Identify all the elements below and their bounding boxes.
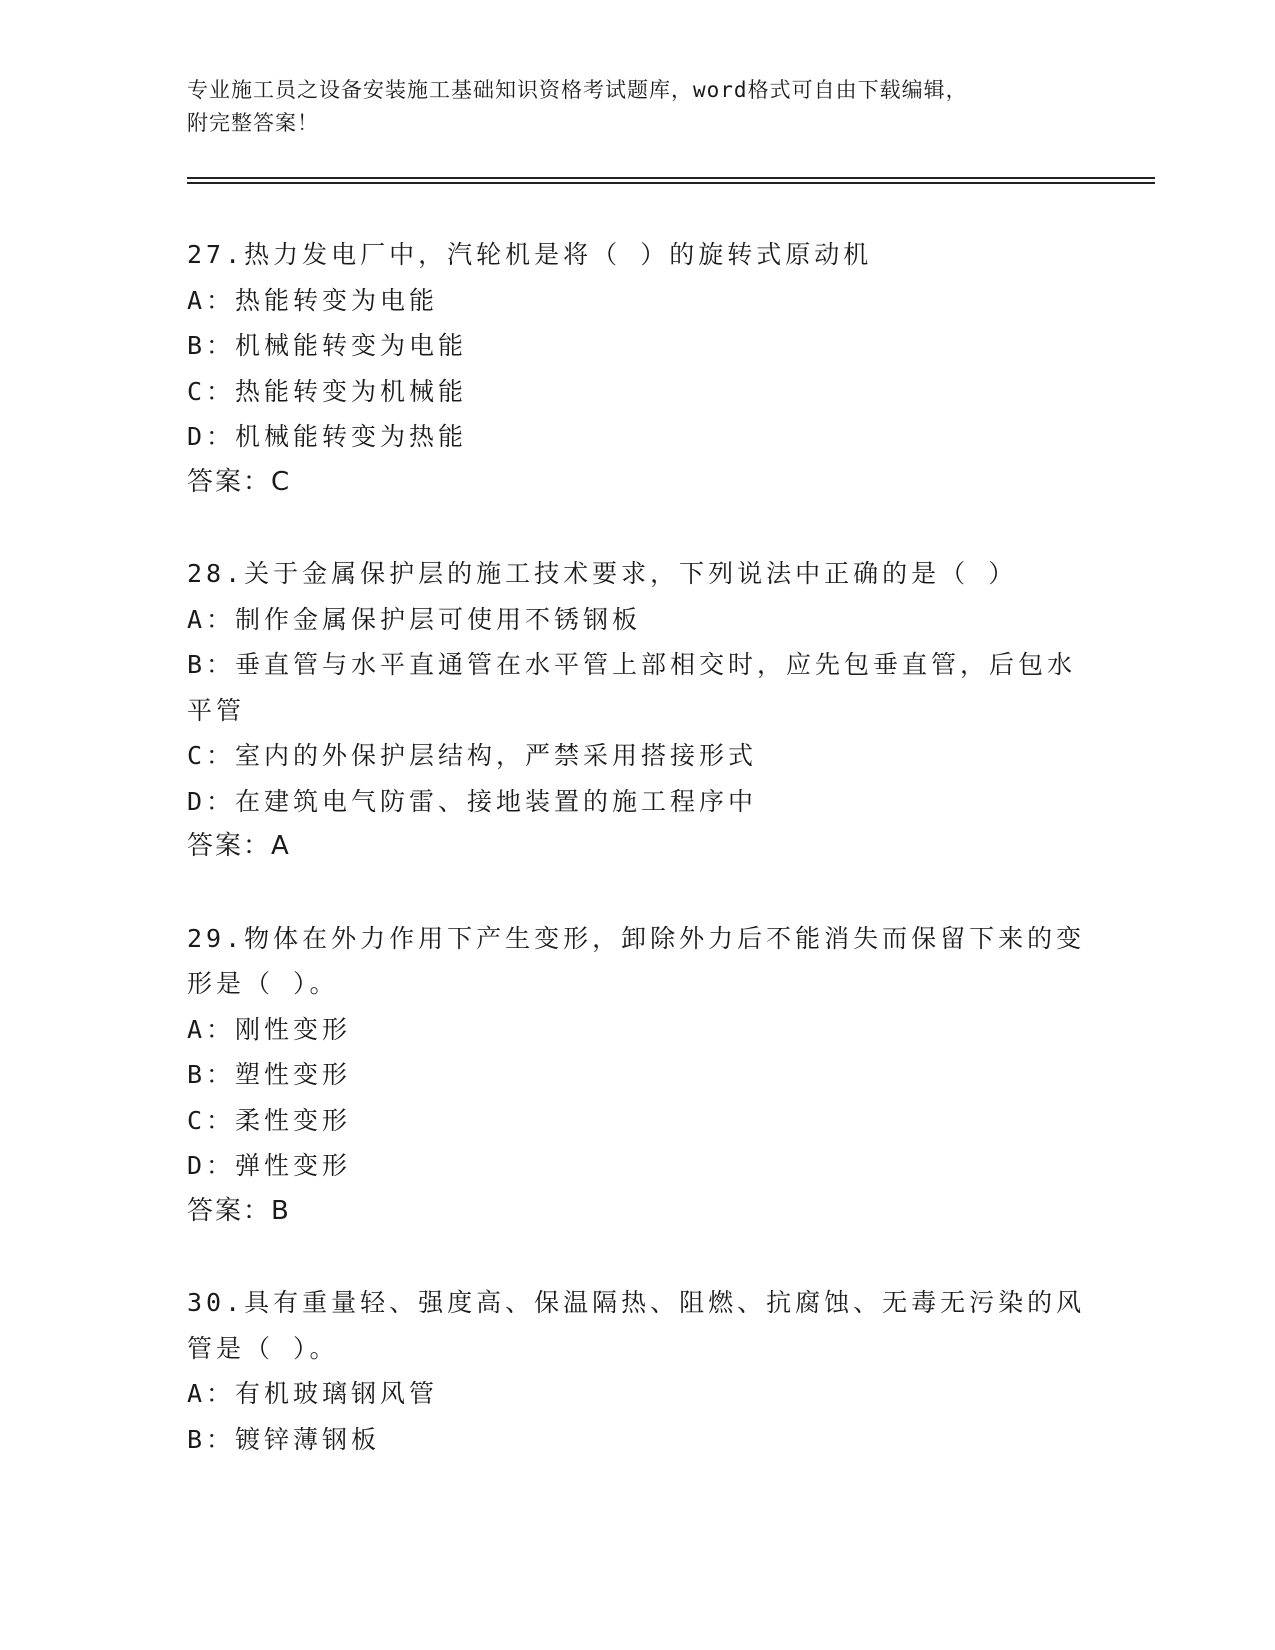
header-line-1: 专业施工员之设备安装施工基础知识资格考试题库，word格式可自由下载编辑， xyxy=(187,78,968,102)
header-line-2: 附完整答案！ xyxy=(187,111,319,135)
question-stem: 29.物体在外力作用下产生变形，卸除外力后不能消失而保留下来的变 xyxy=(187,923,1086,953)
question-30 xyxy=(187,1280,1087,1462)
option-d: D：弹性变形 xyxy=(187,1151,352,1180)
option-a: A：热能转变为电能 xyxy=(187,285,439,315)
question-29 xyxy=(187,916,1087,1235)
option-b: B：机械能转变为电能 xyxy=(187,331,468,360)
question-stem: 30.具有重量轻、强度高、保温隔热、阻燃、抗腐蚀、无毒无污染的风 xyxy=(187,1288,1086,1317)
option-c: C：柔性变形 xyxy=(187,1105,352,1135)
document-header xyxy=(187,74,1067,140)
header-rule-bottom xyxy=(187,182,1155,184)
question-stem: 28.关于金属保护层的施工技术要求，下列说法中正确的是（ ） xyxy=(187,559,1018,588)
option-c: C：室内的外保护层结构，严禁采用搭接形式 xyxy=(187,741,758,770)
question-stem-continued: 形是（ ）。 xyxy=(187,969,339,998)
question-28 xyxy=(187,551,1087,870)
option-b-continued: 平管 xyxy=(187,695,246,725)
answer: 答案：C xyxy=(187,466,292,497)
option-b: B：垂直管与水平直通管在水平管上部相交时，应先包垂直管，后包水 xyxy=(187,650,1077,679)
question-list xyxy=(187,232,1087,1508)
option-d: D：在建筑电气防雷、接地装置的施工程序中 xyxy=(187,786,758,816)
question-stem: 27.热力发电厂中，汽轮机是将（ ）的旋转式原动机 xyxy=(187,240,873,269)
answer: 答案：A xyxy=(187,831,291,861)
option-d: D：机械能转变为热能 xyxy=(187,422,468,451)
option-b: B：镀锌薄钢板 xyxy=(187,1424,381,1454)
option-a: A：有机玻璃钢风管 xyxy=(187,1379,439,1408)
option-b: B：塑性变形 xyxy=(187,1060,352,1089)
option-a: A：制作金属保护层可使用不锈钢板 xyxy=(187,604,642,634)
answer: 答案：B xyxy=(187,1195,291,1226)
header-rule-top xyxy=(187,177,1155,179)
question-27 xyxy=(187,232,1087,505)
option-a: A：刚性变形 xyxy=(187,1014,352,1044)
question-stem-continued: 管是（ ）。 xyxy=(187,1333,339,1363)
option-c: C：热能转变为机械能 xyxy=(187,376,468,406)
